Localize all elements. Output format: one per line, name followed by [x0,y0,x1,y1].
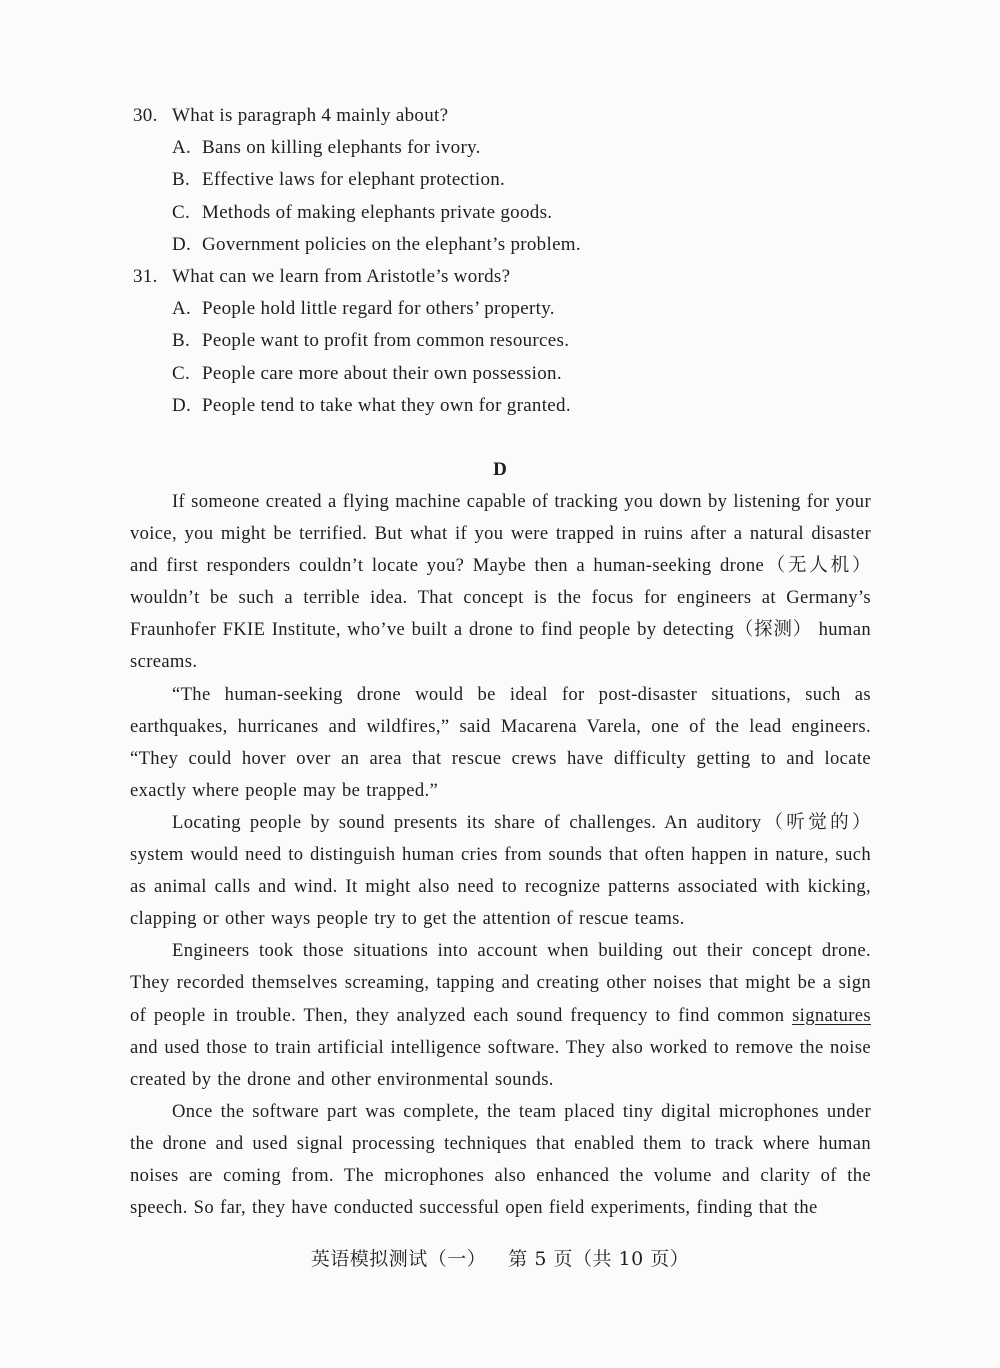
option-letter: D. [172,394,192,416]
option-letter: C. [172,201,191,223]
option-letter: A. [172,298,192,320]
question-text: What is paragraph 4 mainly about? [172,105,449,126]
option-text: People hold little regard for others’ property. [202,298,555,320]
option-letter: B. [172,169,191,191]
passage-paragraph-2: “The human-seeking drone would be ideal for post-disaster situations, such as earthquakes, hurricanes and wildfires,” said Macarena Varela, one of the lead engineers. “They could hover over an area that rescue crews have difficulty getting to and locate exactly where people may be trapped.” [130,683,871,801]
exam-title: 英语模拟测试（一） [310,1248,487,1270]
option-letter: D. [172,233,192,255]
option-b [133,325,893,357]
option-text: Bans on killing elephants for ivory. [202,137,481,159]
option-a [133,293,893,325]
passage-paragraph-1: If someone created a flying machine capable of tracking you down by listening for your voice, you might be terrified. But what if you were trapped in ruins after a natural disaster and first responders couldn’t locate you? Maybe then a human-seeking drone（无人机） wouldn’t be such a terrible idea. That concept is the focus for engineers at Germany’s Fraunhofer FKIE Institute, who’ve built a drone to find people by detecting（探测） human screams. [130,491,871,673]
option-d [133,229,893,261]
underlined-word: signatures [792,1004,871,1026]
passage-paragraph-4 [130,935,871,1095]
option-b [133,164,893,196]
option-text: Effective laws for elephant protection. [202,169,506,191]
question-text: What can we learn from Aristotle’s words? [172,265,511,287]
question-number: 30. [133,105,158,126]
paragraph-text: Engineers took those situations into account when building out their concept drone. They recorded themselves screaming, tapping and creating other noises that might be a sign of people in trouble. Then, they analyzed each sound frequency to find common [130,940,871,1026]
option-c [133,197,893,229]
question-stem [133,261,893,293]
page-footer [0,1245,1000,1273]
option-letter: C. [172,362,191,384]
question-list [133,100,893,422]
question-number: 31. [133,265,158,287]
passage-paragraph-5: Once the software part was complete, the team placed tiny digital microphones under the drone and used signal processing techniques that enabled them to track where human noises are coming from. The microphones also enhanced the volume and clarity of the speech. So far, they have conducted successful open field experiments, finding that the [130,1100,871,1219]
option-text: Methods of making elephants private goods. [202,201,553,223]
section-heading: D [493,459,507,480]
passage-paragraph-3: Locating people by sound presents its share of challenges. An auditory（听觉的） system would need to distinguish human cries from sounds that often happen in nature, such as animal calls and wind. It might also need to recognize patterns associated with kicking, clapping or other ways people try to get the attention of rescue teams. [130,811,871,930]
option-text: People tend to take what they own for granted. [202,394,571,416]
option-text: Government policies on the elephant’s problem. [202,233,581,255]
option-letter: B. [172,330,191,352]
question-30 [133,100,893,261]
question-stem [133,100,893,132]
option-c [133,358,893,390]
page-number: 第 5 页（共 10 页） [508,1248,690,1270]
paragraph-text: and used those to train artificial intelligence software. They also worked to remove the noise created by the drone and other environmental sounds. [130,1036,871,1090]
question-31 [133,261,893,422]
option-d [133,390,893,422]
option-letter: A. [172,137,192,159]
reading-passage [130,486,871,1224]
option-a [133,132,893,164]
option-text: People care more about their own possession. [202,362,562,384]
option-text: People want to profit from common resources. [202,330,570,352]
